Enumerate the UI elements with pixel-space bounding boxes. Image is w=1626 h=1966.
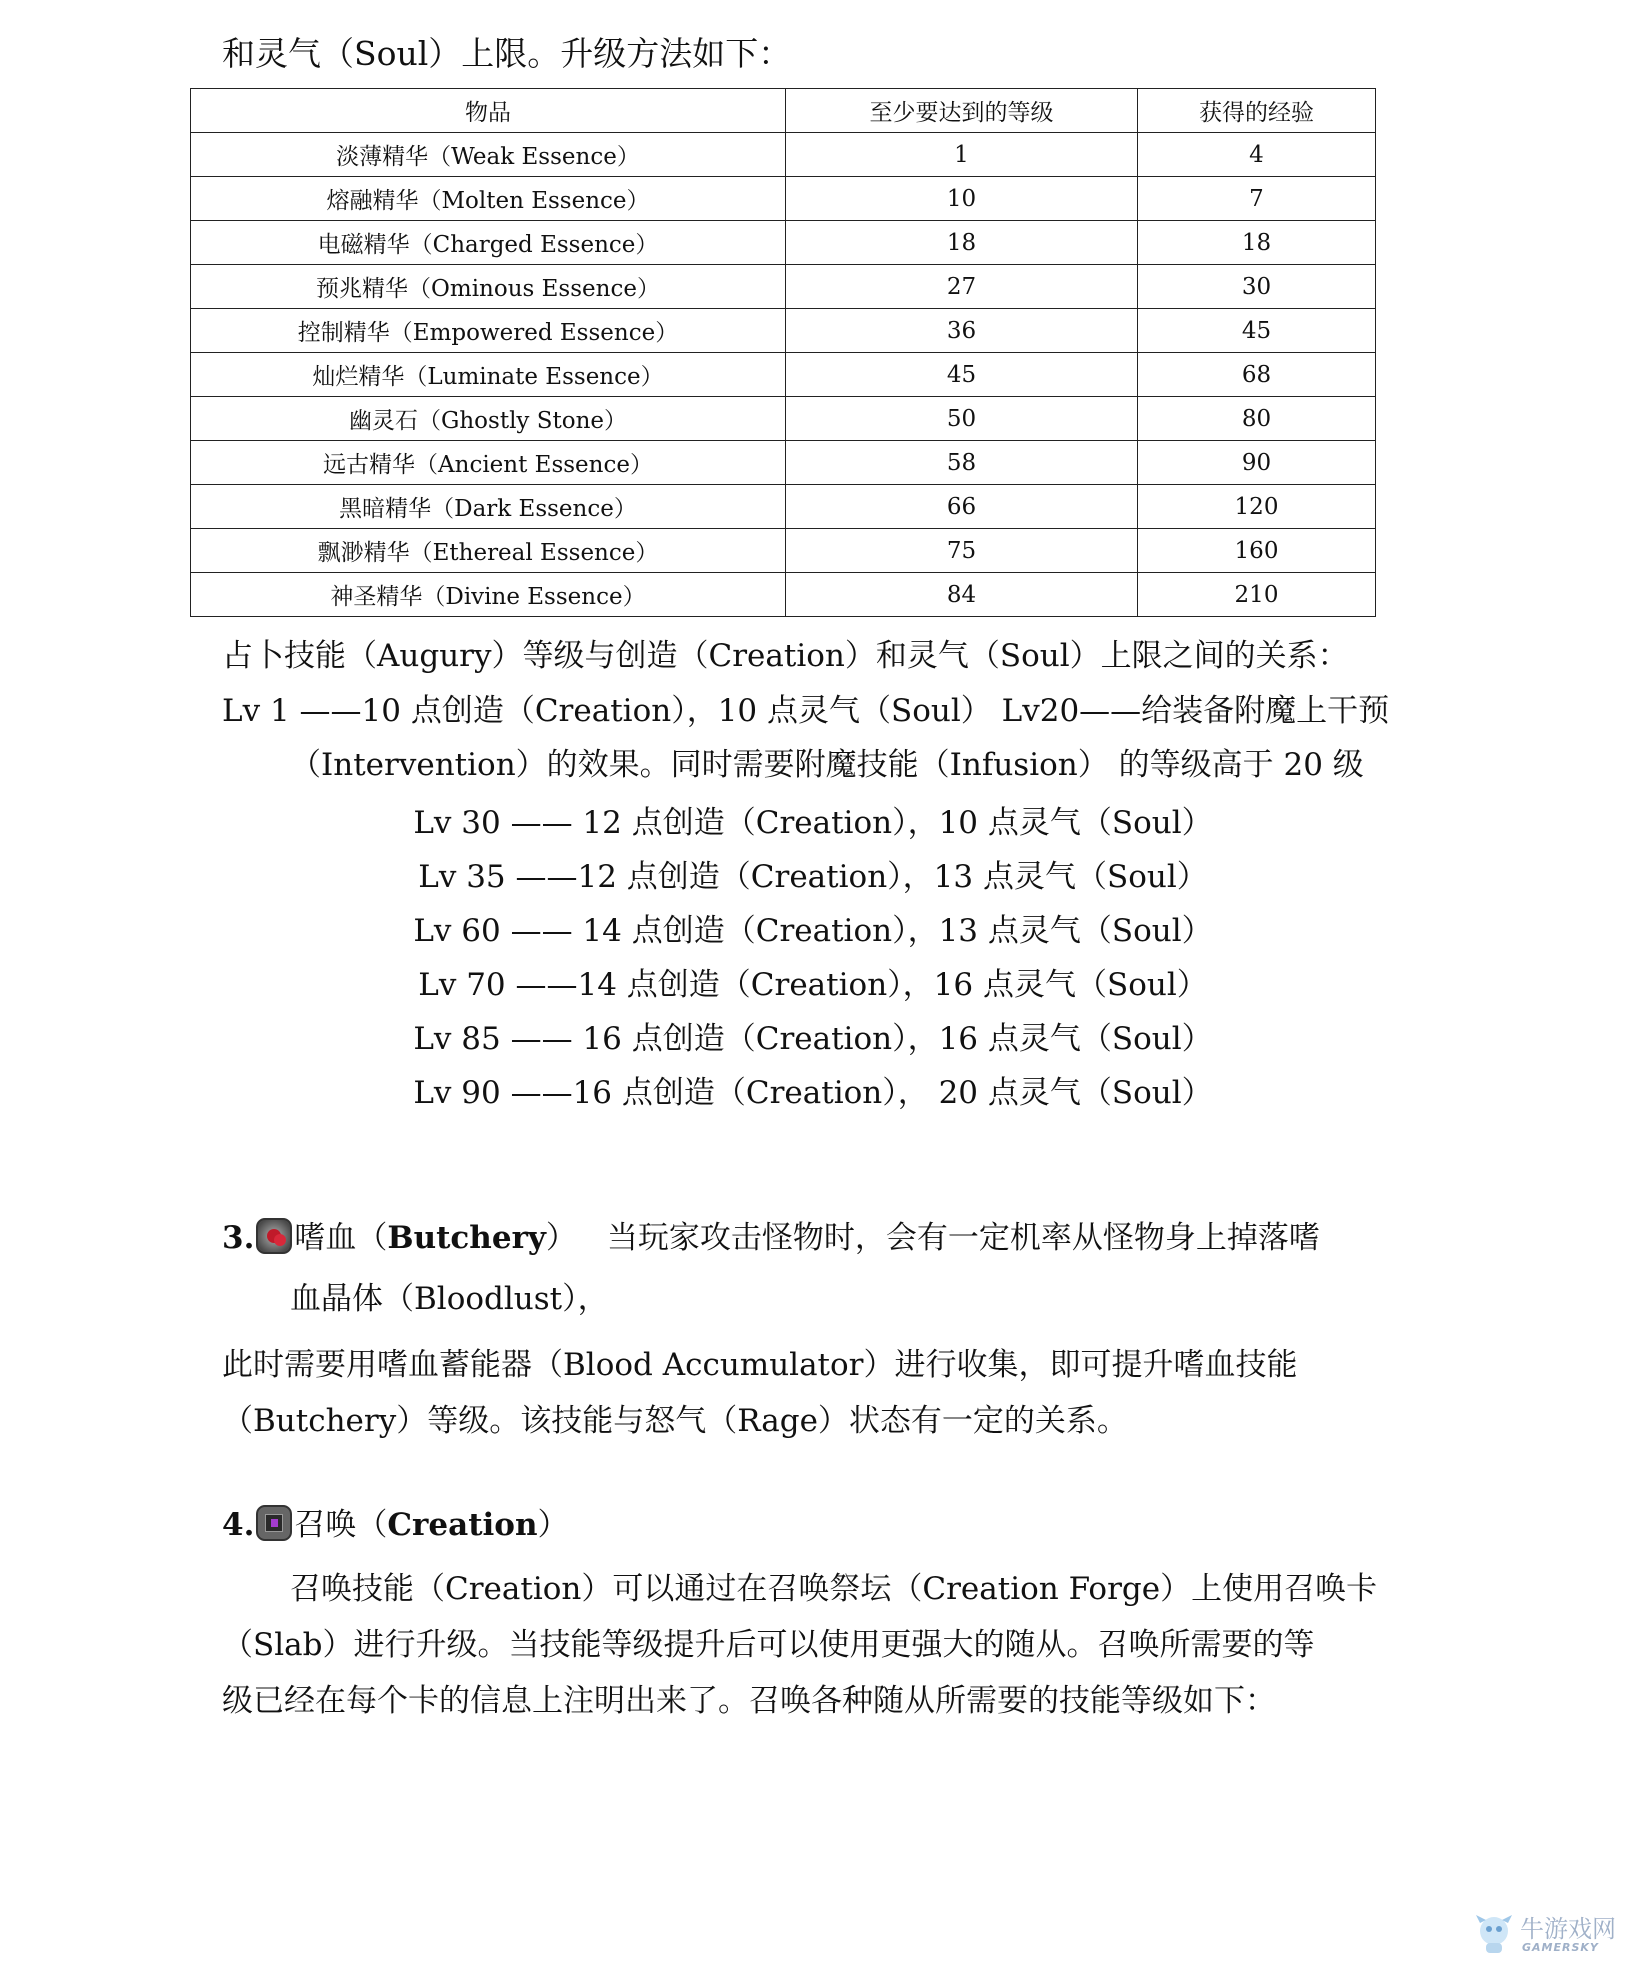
augury-heading: 占卜技能（Augury）等级与创造（Creation）和灵气（Soul）上限之间的关系： [222,638,1349,674]
cell-level: 36 [786,309,1138,353]
table-row [191,221,1376,265]
cell-exp: 4 [1138,133,1376,177]
table-row [191,485,1376,529]
cell-level: 66 [786,485,1138,529]
essence-table [190,88,1376,617]
cell-exp: 120 [1138,485,1376,529]
cell-level: 10 [786,177,1138,221]
cell-level: 84 [786,573,1138,617]
creation-number: 4. [222,1507,255,1543]
cell-exp: 45 [1138,309,1376,353]
cell-item: 淡薄精华（Weak Essence） [191,133,786,177]
gamersky-mascot-icon [1474,1911,1514,1955]
cell-level: 27 [786,265,1138,309]
cell-item: 飘渺精华（Ethereal Essence） [191,529,786,573]
cell-item: 电磁精华（Charged Essence） [191,221,786,265]
cell-item: 灿烂精华（Luminate Essence） [191,353,786,397]
table-row [191,397,1376,441]
creation-title-en: Creation [387,1507,538,1543]
butchery-heading [222,1215,1320,1261]
cell-item: 熔融精华（Molten Essence） [191,177,786,221]
creation-title-close: ） [537,1507,569,1543]
butchery-desc2: 血晶体（Bloodlust）， [290,1281,609,1317]
summon-rune-icon [256,1505,292,1541]
butchery-desc1: 当玩家攻击怪物时，会有一定机率从怪物身上掉落嗜 [606,1220,1320,1256]
cell-exp: 7 [1138,177,1376,221]
cell-exp: 30 [1138,265,1376,309]
butchery-title-en: Butchery [387,1220,546,1256]
cell-level: 75 [786,529,1138,573]
augury-level-line: Lv 30 —— 12 点创造（Creation），10 点灵气（Soul） [413,805,1213,841]
creation-heading [222,1502,569,1548]
cell-exp: 18 [1138,221,1376,265]
cell-item: 神圣精华（Divine Essence） [191,573,786,617]
cell-exp: 68 [1138,353,1376,397]
butchery-desc3: 此时需要用嗜血蓄能器（Blood Accumulator）进行收集，即可提升嗜血技能 [222,1347,1298,1383]
augury-level-line: Lv 70 ——14 点创造（Creation），16 点灵气（Soul） [418,967,1208,1003]
table-row [191,133,1376,177]
table-row [191,353,1376,397]
cell-level: 18 [786,221,1138,265]
table-header-row [191,89,1376,133]
augury-level-line: Lv 85 —— 16 点创造（Creation），16 点灵气（Soul） [413,1021,1213,1057]
cell-exp: 90 [1138,441,1376,485]
creation-desc1: 召唤技能（Creation）可以通过在召唤祭坛（Creation Forge）上使用召唤卡 [290,1571,1378,1607]
cell-exp: 160 [1138,529,1376,573]
watermark [1474,1905,1624,1963]
header-exp: 获得的经验 [1138,89,1376,133]
cell-item: 预兆精华（Ominous Essence） [191,265,786,309]
table-row [191,265,1376,309]
cell-exp: 80 [1138,397,1376,441]
blood-drops-icon [256,1218,292,1254]
butchery-desc4: （Butchery）等级。该技能与怒气（Rage）状态有一定的关系。 [222,1403,1128,1439]
creation-desc2: （Slab）进行升级。当技能等级提升后可以使用更强大的随从。召唤所需要的等 [222,1627,1315,1663]
table-row [191,441,1376,485]
cell-item: 控制精华（Empowered Essence） [191,309,786,353]
table-row [191,177,1376,221]
table-row [191,309,1376,353]
creation-title-cn: 召唤（ [294,1507,388,1543]
augury-line1: Lv 1 ——10 点创造（Creation），10 点灵气（Soul） Lv20——给装备附魔上干预 [222,693,1390,729]
table-row [191,573,1376,617]
butchery-title-cn: 嗜血（ [294,1220,388,1256]
intro-line: 和灵气（Soul）上限。升级方法如下： [222,34,792,73]
cell-item: 黑暗精华（Dark Essence） [191,485,786,529]
cell-item: 远古精华（Ancient Essence） [191,441,786,485]
cell-exp: 210 [1138,573,1376,617]
creation-desc3: 级已经在每个卡的信息上注明出来了。召唤各种随从所需要的技能等级如下： [222,1683,1276,1719]
augury-line2: （Intervention）的效果。同时需要附魔技能（Infusion） 的等级高于 20 级 [290,747,1364,783]
watermark-sub: GAMERSKY [1522,1941,1599,1954]
augury-level-line: Lv 60 —— 14 点创造（Creation），13 点灵气（Soul） [413,913,1213,949]
cell-item: 幽灵石（Ghostly Stone） [191,397,786,441]
augury-level-line: Lv 90 ——16 点创造（Creation）， 20 点灵气（Soul） [413,1075,1213,1111]
header-level: 至少要达到的等级 [786,89,1138,133]
butchery-title-close: ） [545,1220,577,1256]
table-row [191,529,1376,573]
cell-level: 1 [786,133,1138,177]
cell-level: 58 [786,441,1138,485]
header-item: 物品 [191,89,786,133]
cell-level: 50 [786,397,1138,441]
cell-level: 45 [786,353,1138,397]
augury-level-line: Lv 35 ——12 点创造（Creation），13 点灵气（Soul） [418,859,1208,895]
watermark-text: 牛游戏网 [1520,1915,1616,1943]
butchery-number: 3. [222,1220,255,1256]
